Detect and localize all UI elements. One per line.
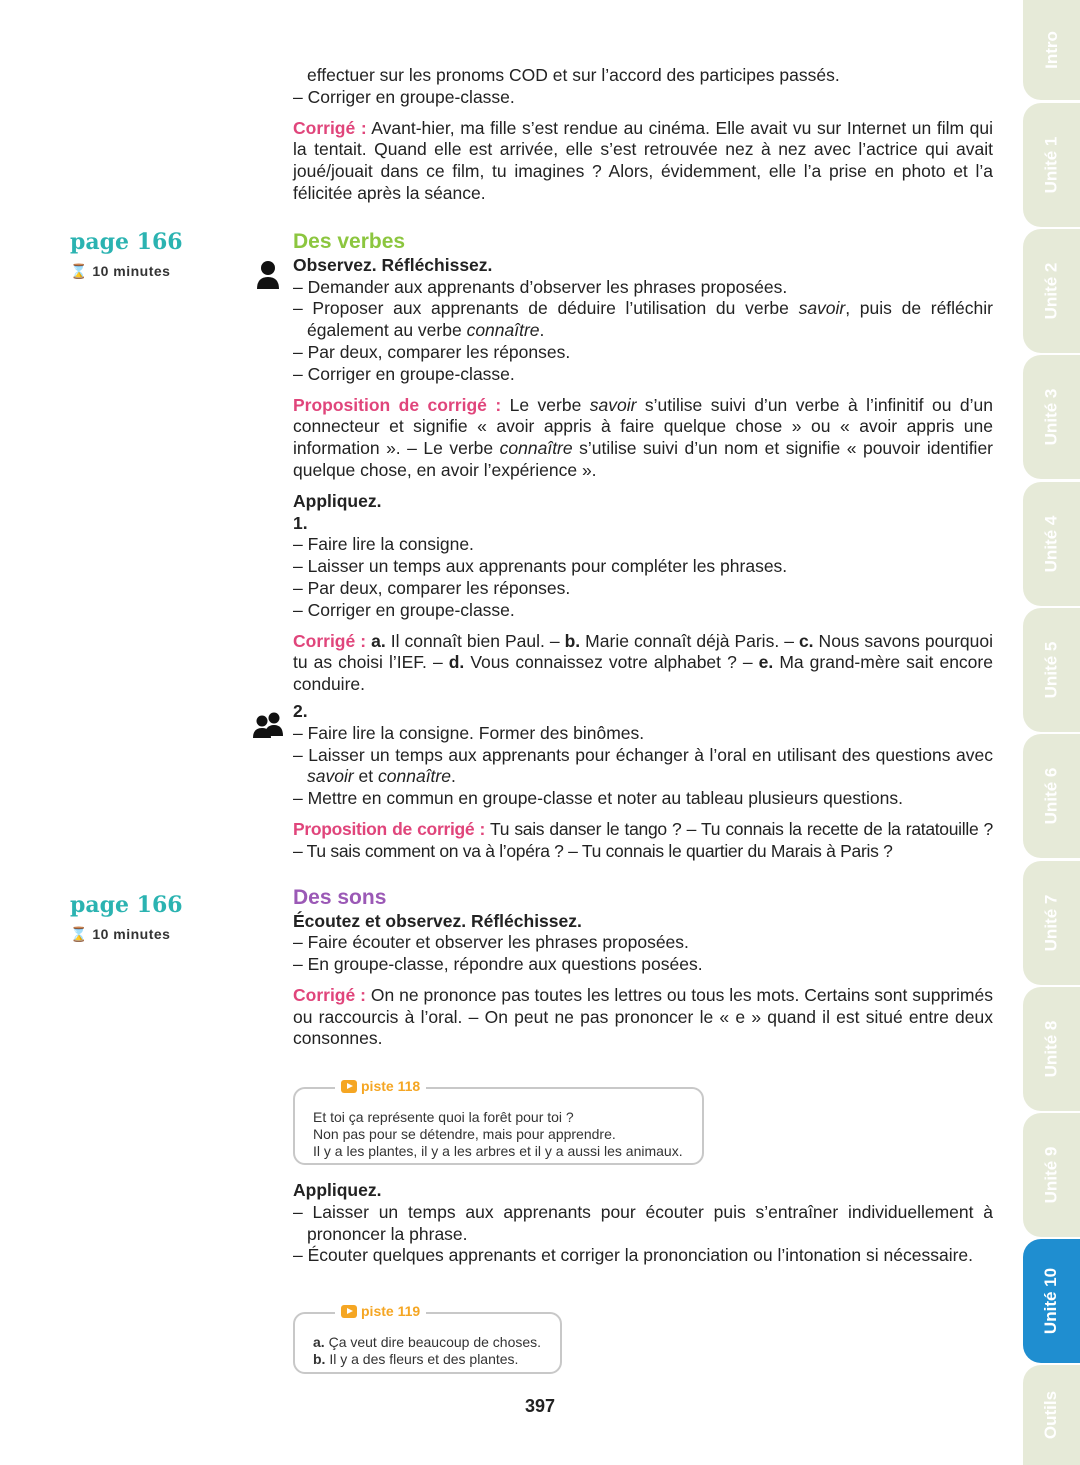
text-line: – En groupe-classe, répondre aux questions posées. [293, 954, 703, 975]
section-title-verbes: Des verbes [293, 229, 406, 253]
tab-label: Unité 3 [1041, 388, 1061, 446]
transcript-line: b. Il y a des fleurs et des plantes. [313, 1351, 519, 1367]
tab-unit-5[interactable] [1023, 608, 1080, 732]
tab-unit-3[interactable] [1023, 355, 1080, 479]
tab-label: Unité 10 [1041, 1267, 1061, 1335]
main-column [293, 65, 993, 1050]
single-person-icon [256, 260, 280, 290]
side-label-sons [70, 892, 183, 943]
play-icon[interactable] [341, 1305, 357, 1318]
proposition-paragraph: Proposition de corrigé : Tu sais danser le tango ? – Tu connais la recette de la ratatouille ? – Tu sais comment on va à l’opéra ? – Tu connais le quartier du Marais à Paris ? [293, 818, 993, 861]
tab-label: Unité 5 [1041, 641, 1061, 699]
tab-intro[interactable] [1023, 0, 1080, 100]
section-title-sons: Des sons [293, 885, 387, 909]
text-line: – Écouter quelques apprenants et corriger la prononciation ou l’intonation si nécessaire. [293, 1245, 974, 1266]
tab-label: Unité 2 [1041, 262, 1061, 320]
text-line: – Par deux, comparer les réponses. [293, 577, 571, 598]
text-line: – Demander aux apprenants d’observer les phrases proposées. [293, 276, 788, 297]
audio-transcript-box [293, 1303, 562, 1374]
tab-unit-4[interactable] [1023, 482, 1080, 606]
text-line: – Faire lire la consigne. Former des binômes. [293, 722, 645, 743]
duration: ⌛ 10 minutes [70, 926, 171, 942]
duration: ⌛ 10 minutes [70, 263, 171, 279]
tab-label: Unité 4 [1041, 515, 1061, 573]
tab-unit-6[interactable] [1023, 734, 1080, 858]
text-line: – Laisser un temps aux apprenants pour compléter les phrases. [293, 556, 788, 577]
transcript-line: Il y a les plantes, il y a les arbres et il y a aussi les animaux. [313, 1143, 683, 1159]
item-number: 2. [293, 700, 308, 721]
tab-label: Unité 7 [1041, 894, 1061, 952]
apply-block [293, 1180, 993, 1267]
tab-unit-8[interactable] [1023, 987, 1080, 1111]
unit-tabs [1023, 0, 1080, 1465]
text-line: – Proposer aux apprenants de déduire l’utilisation du verbe savoir, puis de réfléchir également au verbe connaître. [293, 298, 993, 341]
page-reference: page 166 [70, 229, 183, 255]
text-line: – Corriger en groupe-classe. [293, 363, 515, 384]
transcript-line: Non pas pour se détendre, mais pour apprendre. [313, 1126, 616, 1142]
subheading: Observez. Réfléchissez. [293, 254, 493, 275]
tab-outils[interactable] [1023, 1365, 1080, 1465]
transcript-line: Et toi ça représente quoi la forêt pour toi ? [313, 1109, 574, 1125]
item-number: 1. [293, 512, 308, 533]
text-line: – Corriger en groupe-classe. [293, 599, 515, 620]
text-line: effectuer sur les pronoms COD et sur l’accord des participes passés. [307, 65, 840, 85]
tab-label: Unité 1 [1041, 136, 1061, 194]
transcript-line: a. Ça veut dire beaucoup de choses. [313, 1334, 542, 1350]
page-number: 397 [524, 1396, 556, 1416]
tab-label: Outils [1041, 1390, 1061, 1440]
audio-transcript-box [293, 1078, 704, 1165]
hourglass-icon: ⌛ [70, 263, 88, 279]
corrige-paragraph: Corrigé : On ne prononce pas toutes les lettres ou tous les mots. Certains sont supprimés ou raccourcis à l’oral. – On peut ne pas prononcer le « e » quand il est situé entre deux consonnes. [293, 984, 993, 1049]
audio-track-label[interactable]: piste 118 [335, 1078, 426, 1095]
subheading: Appliquez. [293, 1180, 382, 1200]
text-line: – Mettre en commun en groupe-classe et noter au tableau plusieurs questions. [293, 788, 903, 809]
corrige-paragraph: Corrigé : Avant-hier, ma fille s’est rendue au cinéma. Elle avait vu sur Internet un film qui la tentait. Quand elle est arrivée, elle s’est retrouvée nez à nez avec l’actrice qui avait joué/jouait dans ce film, tu imagines ? Alors, évidemment, elle l’a prise en photo et l’a félicitée après la séance. [293, 117, 993, 203]
subheading: Écoutez et observez. Réfléchissez. [293, 910, 582, 931]
corrige-paragraph: Corrigé : a. Il connaît bien Paul. – b. Marie connaît déjà Paris. – c. Nous savons pourquoi tu as choisi l’IEF. – d. Vous connaissez votre alphabet ? – e. Ma grand-mère sait encore conduire. [293, 630, 993, 695]
tab-label: Unité 8 [1041, 1020, 1061, 1078]
tab-unit-9[interactable] [1023, 1113, 1080, 1237]
text-line: – Faire écouter et observer les phrases proposées. [293, 932, 689, 953]
tab-unit-1[interactable] [1023, 103, 1080, 227]
page-reference: page 166 [70, 892, 183, 918]
tab-label: Unité 9 [1041, 1146, 1061, 1204]
proposition-paragraph: Proposition de corrigé : Le verbe savoir s’utilise suivi d’un verbe à l’infinitif ou d’un connecteur et signifie « avoir appris à faire quelque chose » ou « avoir appris une information ». – Le verbe connaître s’utilise suivi d’un nom et signifie « pouvoir identifier quelque chose, en avoir l’expérience ». [293, 394, 993, 480]
tab-label: Intro [1041, 31, 1061, 69]
text-line: – Laisser un temps aux apprenants pour échanger à l’oral en utilisant des questions avec savoir et connaître. [293, 744, 993, 787]
hourglass-icon: ⌛ [70, 926, 88, 942]
audio-track-label[interactable]: piste 119 [335, 1303, 426, 1320]
tab-unit-10[interactable] [1023, 1239, 1080, 1363]
tab-unit-7[interactable] [1023, 861, 1080, 985]
text-line: – Laisser un temps aux apprenants pour écouter puis s’entraîner individuellement à prononcer la phrase. [293, 1201, 993, 1244]
side-label-verbes [70, 229, 183, 280]
text-line: – Corriger en groupe-classe. [293, 86, 515, 107]
tab-unit-2[interactable] [1023, 229, 1080, 353]
tab-label: Unité 6 [1041, 767, 1061, 825]
text-line: – Faire lire la consigne. [293, 534, 474, 555]
play-icon[interactable] [341, 1080, 357, 1093]
pair-people-icon [252, 712, 286, 738]
text-line: – Par deux, comparer les réponses. [293, 341, 571, 362]
subheading: Appliquez. [293, 490, 382, 511]
